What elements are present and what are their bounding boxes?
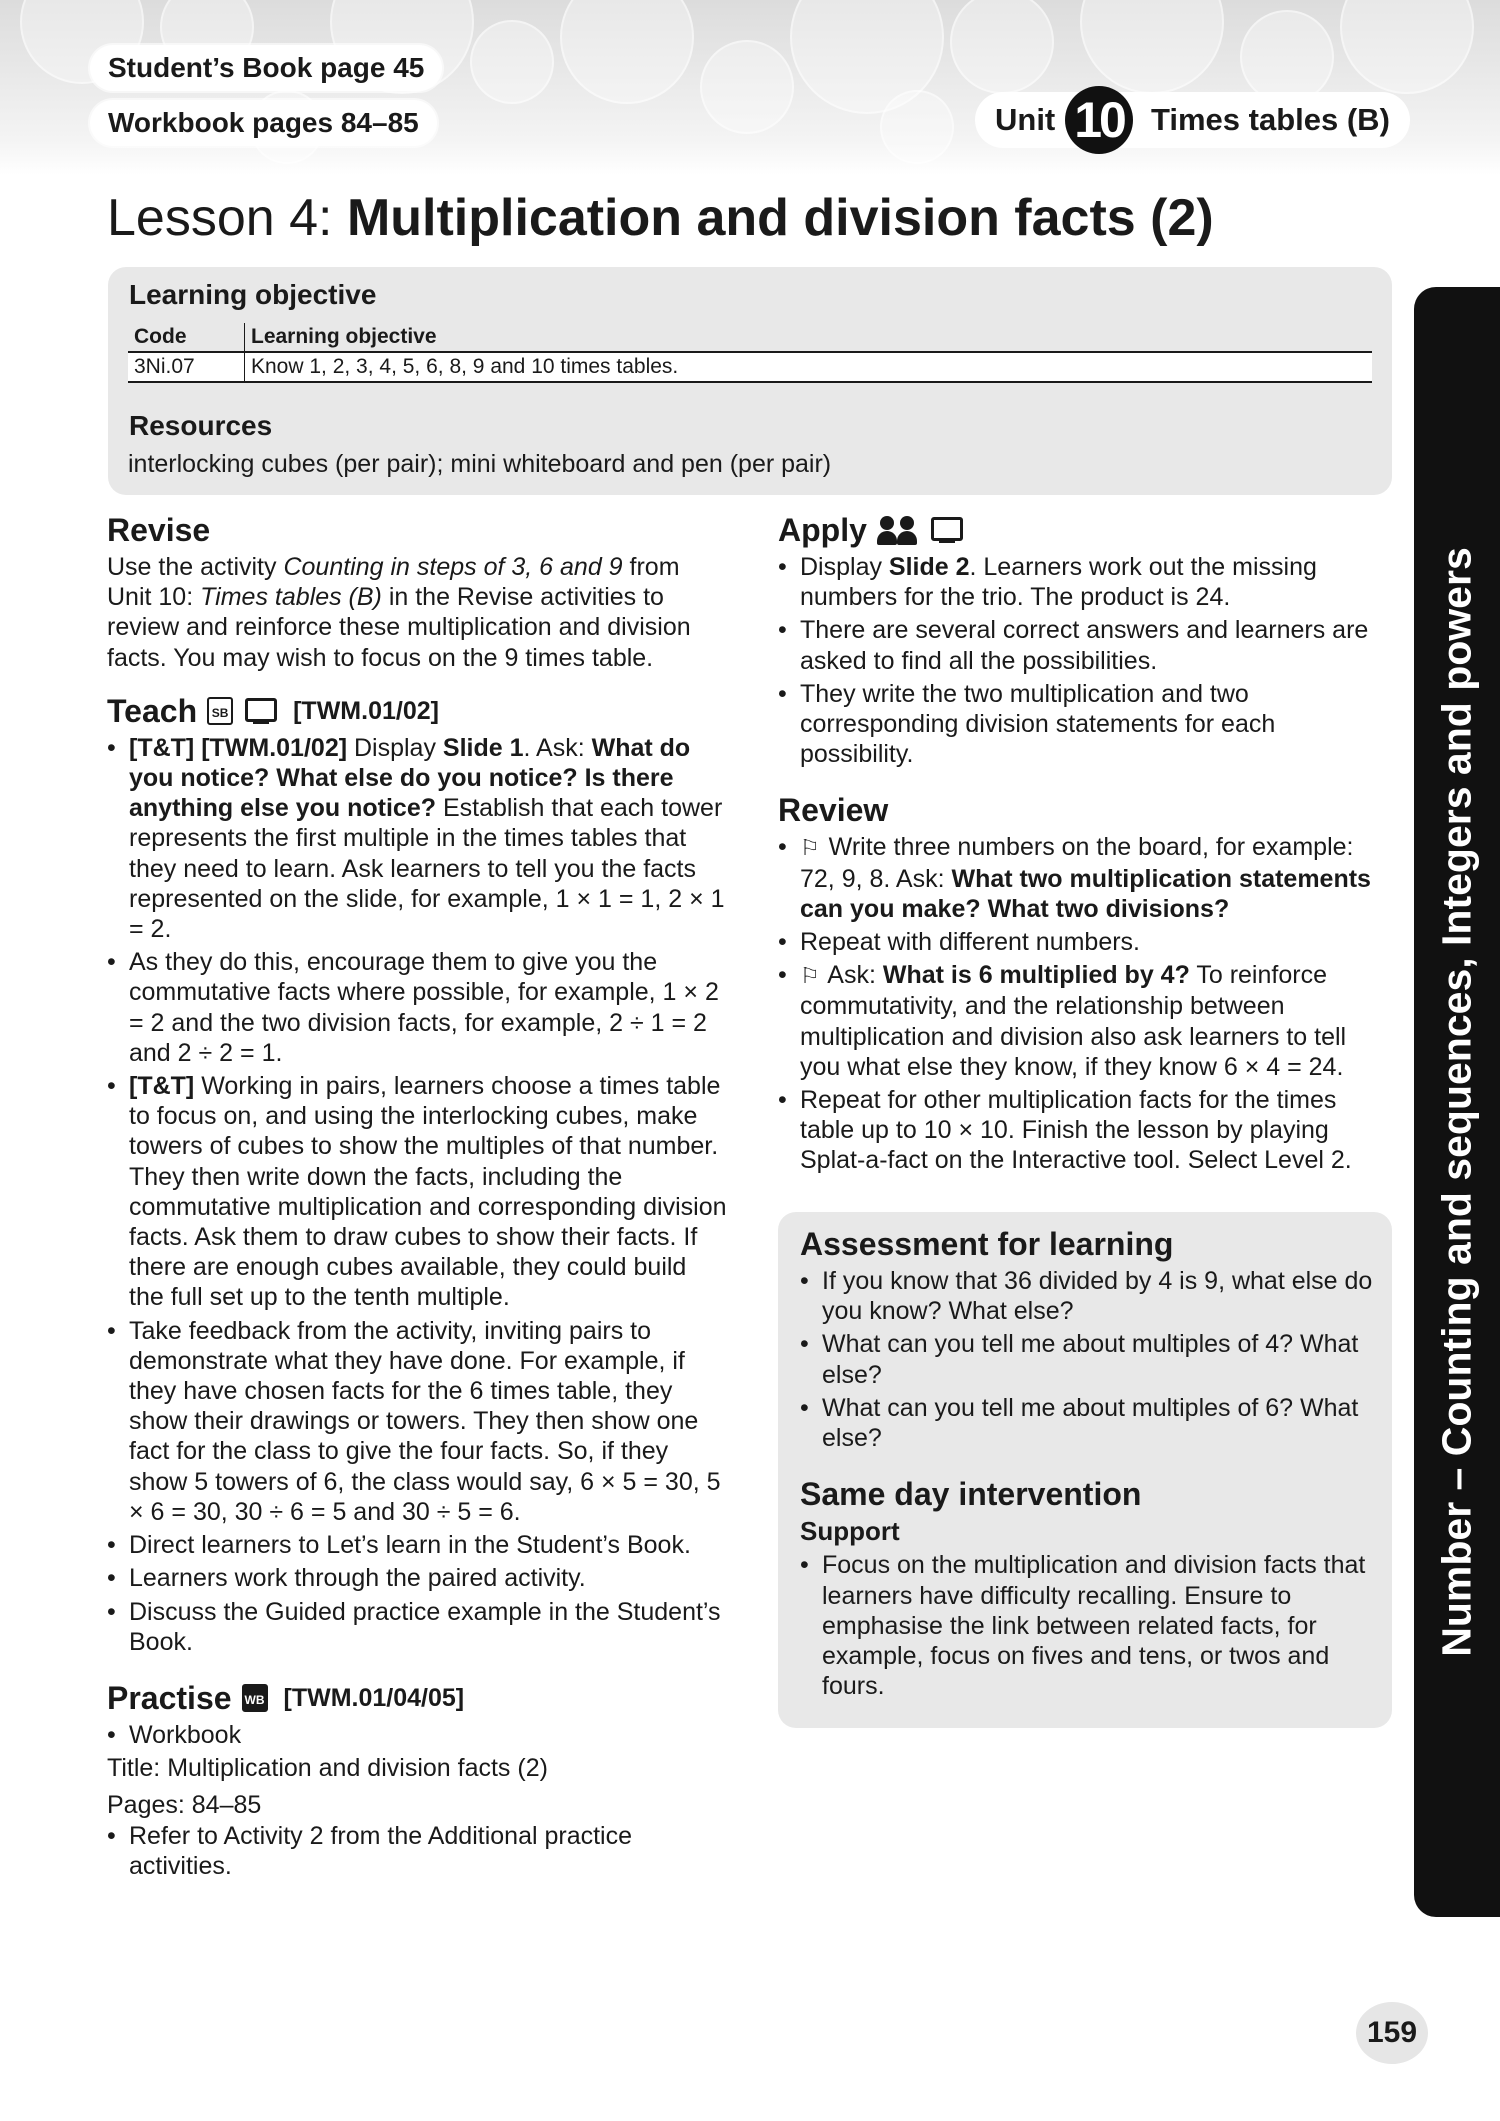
list-item: • ⚐ Ask: What is 6 multiplied by 4? To reinforce commutativity, and the relationship between multiplication and division also ask learners to tell you what else they know, if they know 6 × 4 = 24. xyxy=(778,960,1392,1082)
unit-number-badge: 10 xyxy=(1065,86,1133,154)
resources-heading: Resources xyxy=(129,410,273,441)
list-item: • If you know that 36 divided by 4 is 9, what else do you know? What else? xyxy=(800,1266,1380,1326)
screen-icon xyxy=(929,515,963,545)
lesson-name: Multiplication and division facts (2) xyxy=(346,189,1214,247)
list-item: • As they do this, encourage them to give you the commutative facts where possible, for example, 1 × 2 = 2 and the two division facts, for example, 2 ÷ 1 = 2 and 2 ÷ 2 = 1. xyxy=(107,947,727,1068)
list-item: • Repeat with different numbers. xyxy=(778,927,1392,957)
assessment-heading xyxy=(800,1224,1380,1264)
page-number: 159 xyxy=(1356,2002,1428,2064)
lesson-title xyxy=(107,186,1214,250)
intervention-heading-text: Same day intervention xyxy=(800,1476,1142,1513)
list-item: • What can you tell me about multiples of 4? What else? xyxy=(800,1329,1380,1389)
screen-icon xyxy=(243,696,277,726)
review-list xyxy=(778,832,1392,1175)
support-subheading: Support xyxy=(800,1516,900,1547)
list-item: • What can you tell me about multiples of 6? What else? xyxy=(800,1393,1380,1453)
practise-title-line: Title: Multiplication and division facts (2) xyxy=(107,1754,548,1783)
apply-heading xyxy=(778,510,1392,550)
learning-objective-heading: Learning objective xyxy=(129,279,377,310)
assessment-heading-text: Assessment for learning xyxy=(800,1226,1174,1262)
practise-list-2 xyxy=(107,1821,727,1881)
review-heading xyxy=(778,790,1392,830)
assessment-box xyxy=(778,1212,1392,1728)
list-item: • Repeat for other multiplication facts for the times table up to 10 × 10. Finish the lesson by playing Splat-a-fact on the Interactive tool. Select Level 2. xyxy=(778,1085,1392,1176)
practise-list xyxy=(107,1720,727,1750)
right-column xyxy=(778,510,1392,1179)
revise-paragraph: Use the activity Counting in steps of 3, 6 and 9 from Unit 10: Times tables (B) in the Revise activities to review and reinforce these multiplication and division facts. You may wish to focus on the 9 times table. xyxy=(107,553,691,672)
workbook-pill: Workbook pages 84–85 xyxy=(90,100,437,146)
workbook-icon: WB xyxy=(242,1684,268,1712)
unit-pill xyxy=(975,92,1410,148)
list-item: • There are several correct answers and learners are asked to find all the possibilities. xyxy=(778,615,1392,675)
pair-work-icon xyxy=(877,515,919,545)
revise-heading-text: Revise xyxy=(107,512,211,548)
list-item: • Focus on the multiplication and division facts that learners have difficulty recalling. Ensure to emphasise the link between related facts, for example, focus on fives and tens, or twos and fours. xyxy=(800,1550,1380,1701)
assessment-inner xyxy=(800,1224,1380,1704)
intervention-heading xyxy=(800,1474,1380,1514)
students-book-icon: SB xyxy=(207,697,233,725)
objective-code: 3Ni.07 xyxy=(128,352,245,382)
objective-table xyxy=(128,323,1372,383)
learning-objective-box xyxy=(108,267,1392,495)
review-heading-text: Review xyxy=(778,792,889,829)
teach-list xyxy=(107,733,727,1657)
flag-icon: ⚐ xyxy=(800,835,820,861)
apply-heading-text: Apply xyxy=(778,512,867,548)
table-row xyxy=(128,352,1372,382)
intervention-list xyxy=(800,1550,1380,1701)
lesson-prefix: Lesson 4: xyxy=(107,189,347,247)
side-tab xyxy=(1414,287,1500,1917)
left-column xyxy=(107,510,727,1884)
teach-heading xyxy=(107,691,727,731)
list-item: • Display Slide 2. Learners work out the missing numbers for the trio. The product is 24. xyxy=(778,552,1392,612)
list-item: • Take feedback from the activity, inviting pairs to demonstrate what they have done. For example, if they have chosen facts for the 6 times table, they show their drawings or towers. They then show one fact for the class to give the four facts. So, if they show 5 towers of 6, the class would say, 6 × 5 = 30, 5 × 6 = 30, 30 ÷ 6 = 5 and 30 ÷ 5 = 6. xyxy=(107,1316,727,1527)
practise-pages-line: Pages: 84–85 xyxy=(107,1791,262,1820)
list-item: • Refer to Activity 2 from the Additional practice activities. xyxy=(107,1821,727,1881)
practise-heading-text: Practise xyxy=(107,1679,232,1716)
teach-heading-text: Teach xyxy=(107,692,198,729)
table-header-row xyxy=(128,323,1372,352)
practise-heading xyxy=(107,1678,727,1718)
unit-title: Times tables (B) xyxy=(1151,102,1390,137)
list-item: • Discuss the Guided practice example in the Student’s Book. xyxy=(107,1597,727,1657)
objective-text: Know 1, 2, 3, 4, 5, 6, 8, 9 and 10 times tables. xyxy=(245,352,1373,382)
resources-text: interlocking cubes (per pair); mini whiteboard and pen (per pair) xyxy=(128,450,832,478)
apply-list xyxy=(778,552,1392,769)
side-tab-label: Number – Counting and sequences, Integers and powers xyxy=(1433,547,1480,1657)
unit-word: Unit xyxy=(995,102,1056,137)
students-book-pill: Student’s Book page 45 xyxy=(90,45,442,91)
assessment-list xyxy=(800,1266,1380,1453)
column-header-objective: Learning objective xyxy=(245,323,1373,352)
list-item: • [T&T] Working in pairs, learners choose a times table to focus on, and using the interlocking cubes, make towers of cubes to show the multiples of that number. They then write down the facts, including the commutative multiplication and corresponding division facts. Ask them to draw cubes to show their facts. If there are enough cubes available, they could build the full set up to the tenth multiple. xyxy=(107,1071,727,1313)
revise-heading xyxy=(107,510,727,550)
practise-reference: [TWM.01/04/05] xyxy=(283,1683,465,1712)
list-item: • Direct learners to Let’s learn in the Student’s Book. xyxy=(107,1530,727,1560)
list-item: • Learners work through the paired activity. xyxy=(107,1563,727,1593)
teach-reference: [TWM.01/02] xyxy=(293,696,439,725)
flag-icon: ⚐ xyxy=(800,963,820,989)
list-item: • Workbook xyxy=(107,1720,727,1750)
list-item: • [T&T] [TWM.01/02] Display Slide 1. Ask: What do you notice? What else do you notice? Is there anything else you notice? Establish that each tower represents the first multiple in the times tables that they need to learn. Ask learners to tell you the facts represented on the slide, for example, 1 × 1 = 1, 2 × 1 = 2. xyxy=(107,733,727,944)
list-item: • They write the two multiplication and two corresponding division statements for each possibility. xyxy=(778,679,1392,770)
column-header-code: Code xyxy=(128,323,245,352)
list-item: • ⚐ Write three numbers on the board, for example: 72, 9, 8. Ask: What two multiplication statements can you make? What two divisions? xyxy=(778,832,1392,924)
